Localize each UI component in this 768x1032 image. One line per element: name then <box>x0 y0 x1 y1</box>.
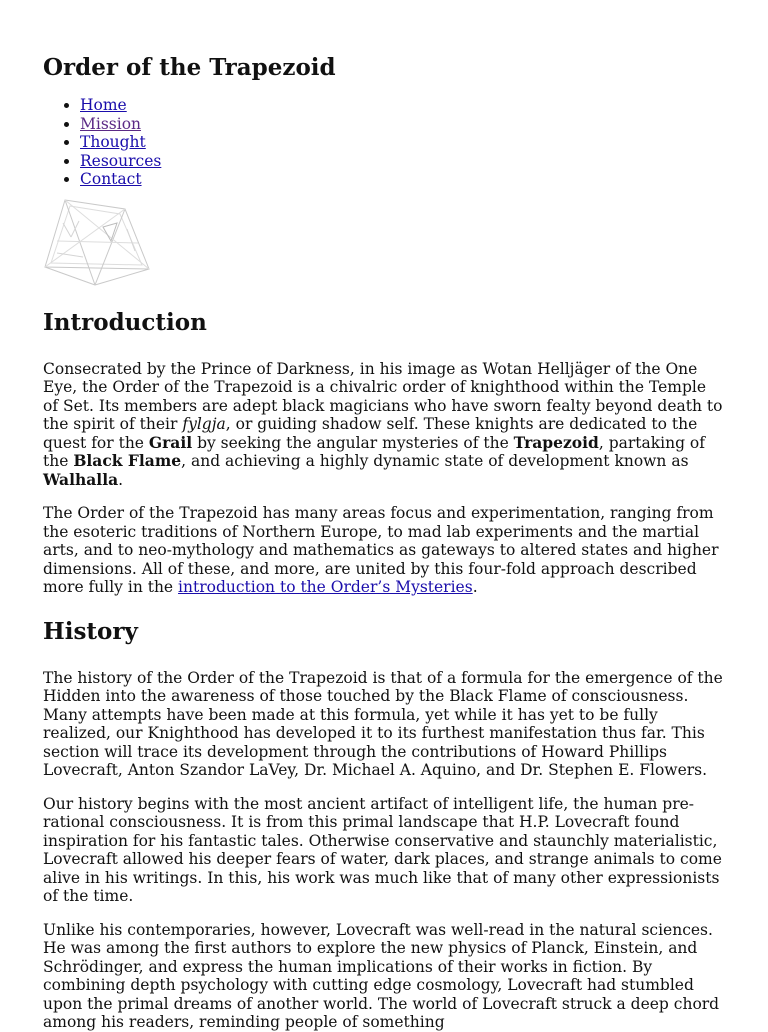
trapezoid-logo <box>43 197 155 289</box>
nav-link-thought[interactable]: Thought <box>80 133 146 151</box>
intro-p1-fylgja: fylgja <box>182 415 226 433</box>
history-heading: History <box>43 617 138 645</box>
intro-paragraph-1 <box>43 360 725 490</box>
intro-p1-grail: Grail <box>148 432 193 452</box>
history-paragraph-2: Our history begins with the most ancient artifact of intelligent life, the human pre-rational consciousness. It is from this primal landscape that H.P. Lovecraft found inspiration for his fantastic tales. Otherwise conservative and staunchly materialistic, Lovecraft allowed his deeper fears of water, dark places, and strange animals to come alive in his writings. In this, his work was much like that of many other expressionists of the time. <box>43 794 722 905</box>
nav-item-mission <box>80 115 725 134</box>
main-nav <box>43 96 725 189</box>
site-title: Order of the Trapezoid <box>43 54 336 81</box>
intro-p1-trapezoid: Trapezoid <box>513 432 599 452</box>
nav-item-home <box>80 96 725 115</box>
intro-p1-text-f: . <box>118 470 124 489</box>
nav-item-resources <box>80 152 725 171</box>
nav-link-resources[interactable]: Resources <box>80 151 162 170</box>
intro-p1-text-e: , and achieving a highly dynamic state of development known as <box>181 452 689 470</box>
nav-link-home[interactable]: Home <box>80 96 127 114</box>
introduction-heading: Introduction <box>43 308 207 336</box>
nav-link-contact[interactable]: Contact <box>80 170 142 188</box>
intro-p2-text-b: . <box>472 578 478 596</box>
intro-p1-walhalla: Walhalla <box>43 469 119 489</box>
nav-link-mission[interactable]: Mission <box>80 114 142 133</box>
history-paragraph-1: The history of the Order of the Trapezoid is that of a formula for the emergence of the Hidden into the awareness of those touched by the Black Flame of consciousness. Many attempts have been made at this formula, yet while it has yet to be fully realized, our Knighthood has developed it to its furthest manifestation thus far. This section will trace its development through the contributions of Howard Phillips Lovecraft, Anton Szandor LaVey, Dr. Michael A. Aquino, and Dr. Stephen E. Flowers. <box>43 668 723 779</box>
nav-item-contact <box>80 170 725 189</box>
history-paragraph-3: Unlike his contemporaries, however, Lovecraft was well-read in the natural sciences. He was among the first authors to explore the new physics of Planck, Einstein, and Schrödinger, and express the human implications of their works in fiction. By combining depth psychology with cutting edge cosmology, Lovecraft had stumbled upon the primal dreams of another world. The world of Lovecraft struck a deep chord among his readers, reminding people of something <box>43 920 720 1031</box>
intro-p1-text-b: , or guiding shadow self. These knights are dedicated to the quest for the <box>43 415 698 452</box>
intro-p1-text-c: by seeking the angular mysteries of the <box>192 433 514 452</box>
intro-paragraph-2 <box>43 504 725 597</box>
intro-p2-text-a: The Order of the Trapezoid has many areas focus and experimentation, ranging from the esoteric traditions of Northern Europe, to mad lab experiments and the martial arts, and to neo-mythology and mathematics as gateways to altered states and higher dimensions. All of these, and more, are united by this four-fold approach described more fully in the <box>43 504 719 596</box>
intro-p1-black-flame: Black Flame <box>73 451 182 470</box>
mysteries-intro-link[interactable]: introduction to the Order’s Mysteries <box>178 578 473 596</box>
intro-p1-text-a: Consecrated by the Prince of Darkness, in his image as Wotan Helljäger of the One Eye, the Order of the Trapezoid is a chivalric order of knighthood within the Temple of Set. Its members are adept black magicians who have sworn fealty beyond death to the spirit of their <box>43 359 723 433</box>
nav-item-thought <box>80 133 725 152</box>
intro-p1-text-d: , partaking of the <box>43 433 706 470</box>
